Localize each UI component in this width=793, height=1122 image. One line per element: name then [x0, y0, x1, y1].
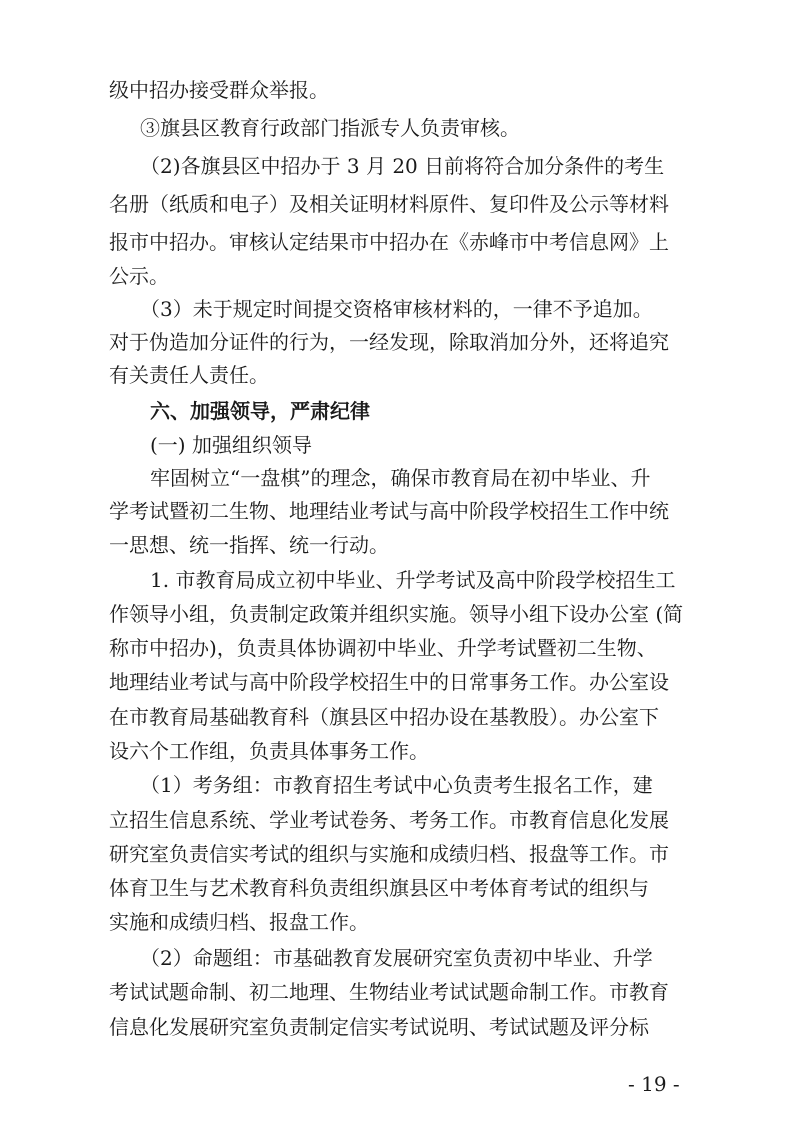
text-line: 报市中招办。审核认定结果市中招办在《赤峰市中考信息网》上	[109, 230, 669, 254]
text-line: 在市教育局基础教育科（旗县区中招办设在基教股）。办公室下	[109, 705, 659, 729]
text-line: 公示。	[109, 264, 169, 288]
text-line: 立招生信息系统、学业考试卷务、考务工作。市教育信息化发展	[109, 808, 669, 832]
text-line: （2）命题组：市基础教育发展研究室负责初中毕业、升学	[140, 946, 653, 970]
text-line: （1）考务组：市教育招生考试中心负责考生报名工作，建	[140, 773, 653, 797]
section-heading: 六、加强领导，严肃纪律	[150, 399, 370, 423]
text-line: 一思想、统一指挥、统一行动。	[109, 533, 389, 557]
text-line: （3）未于规定时间提交资格审核材料的，一律不予追加。	[140, 297, 653, 321]
text-line: 设六个工作组，负责具体事务工作。	[109, 739, 429, 763]
text-line: 牢固树立“一盘棋”的理念，确保市教育局在初中毕业、升	[150, 466, 651, 490]
text-line: 考试试题命制、初二地理、生物结业考试试题命制工作。市教育	[109, 980, 669, 1004]
text-line: 地理结业考试与高中阶段学校招生中的日常事务工作。办公室设	[109, 670, 669, 694]
text-line: 作领导小组，负责制定政策并组织实施。领导小组下设办公室 (简	[109, 602, 684, 626]
text-line: 学考试暨初二生物、地理结业考试与高中阶段学校招生工作中统	[109, 499, 669, 523]
text-line: 信息化发展研究室负责制定信实考试说明、考试试题及评分标	[109, 1015, 649, 1039]
text-line: 研究室负责信实考试的组织与实施和成绩归档、报盘等工作。市	[109, 842, 669, 866]
text-line: ③旗县区教育行政部门指派专人负责审核。	[140, 116, 520, 140]
subsection-heading: (一) 加强组织领导	[150, 433, 312, 457]
text-line: （2)各旗县区中招办于 3 月 20 日前将符合加分条件的考生	[140, 154, 665, 178]
text-line: 级中招办接受群众举报。	[109, 78, 329, 102]
text-line: 体育卫生与艺术教育科负责组织旗县区中考体育考试的组织与	[109, 876, 649, 900]
text-line: 名册（纸质和电子）及相关证明材料原件、复印件及公示等材料	[109, 192, 669, 216]
page-number: - 19 -	[628, 1072, 680, 1096]
text-line: 称市中招办)，负责具体协调初中毕业、升学考试暨初二生物、	[109, 636, 657, 660]
text-line: 有关责任人责任。	[109, 363, 269, 387]
text-line: 实施和成绩归档、报盘工作。	[109, 910, 369, 934]
text-line: 对于伪造加分证件的行为，一经发现，除取消加分外，还将追究	[109, 330, 669, 354]
text-line: 1. 市教育局成立初中毕业、升学考试及高中阶段学校招生工	[150, 568, 676, 592]
